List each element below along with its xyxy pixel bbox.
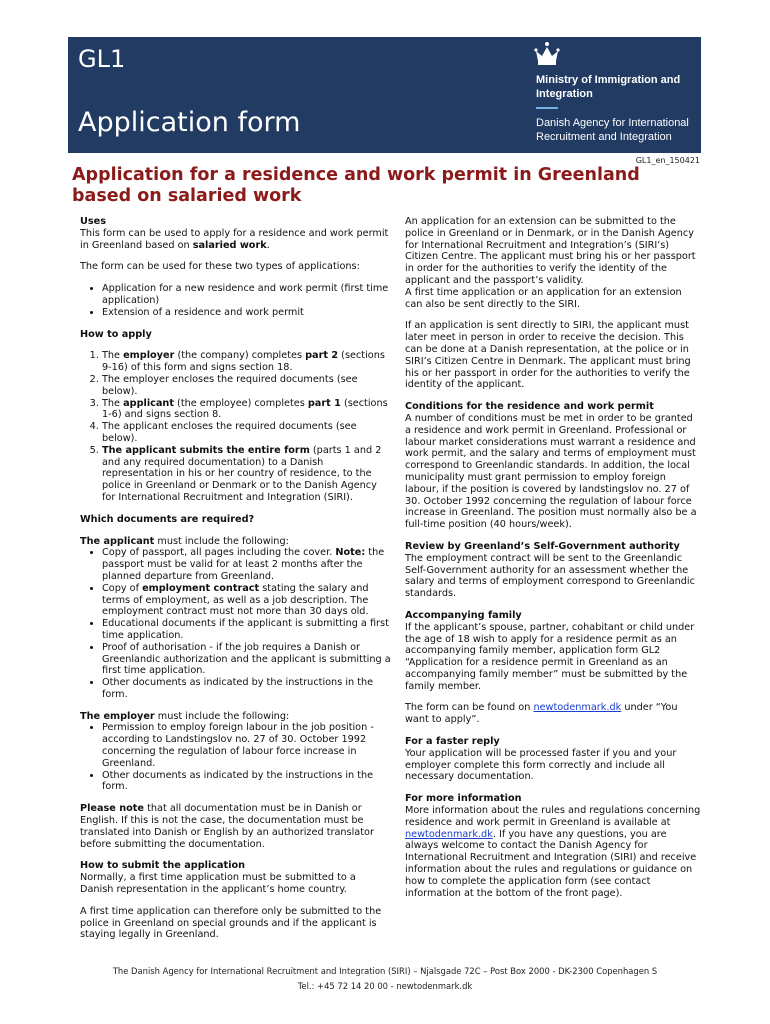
- header-banner: [68, 37, 701, 153]
- faster-reply-paragraph: Your application will be processed faster if you and your employer complete this form correctly and include all necessary documentation.: [405, 747, 677, 783]
- list-item: 2. The employer encloses the required documents (see below).: [102, 374, 392, 398]
- submit-heading: How to submit the application: [80, 860, 246, 872]
- list-item: 3. The applicant (the employee) completes part 1 (sections 1-6) and signs section 8.: [102, 398, 392, 422]
- list-item: • Other documents as indicated by the instructions in the form.: [102, 770, 392, 794]
- header-divider: [536, 107, 558, 109]
- list-item: • Other documents as indicated by the instructions in the form.: [102, 677, 392, 701]
- form-location-paragraph: The form can be found on newtodenmark.dk under “You want to apply”.: [405, 702, 678, 726]
- siri-paragraph: If an application is sent directly to SIRI, the applicant must later meet in person in order to receive the decision. This can be done at a Danish representation, at the police or in SIRI’s Citizen Centre in Denmark. The applicant must bring his or her passport in order for the authorities to verify the identity of the applicant.: [405, 320, 691, 391]
- faster-reply-heading: For a faster reply: [405, 736, 500, 748]
- submit-paragraph-1: Normally, a first time application must be submitted to a Danish representation in the applicant’s home country.: [80, 872, 356, 896]
- conditions-paragraph: A number of conditions must be met in order to be granted a residence and work permit in Greenland. Professional or labour market considerations must warrant a residence and work permit, and the salary and terms of employment must correspond to Greenlandic standards. In addition, the local municipality must grant permission to employ foreign labour, if the position is covered by landstingslov no. 27 of 30. October 1992 concerning the regulation of labour force increase in Greenland. The position must normally also be a full-time position (40 hours/week).: [405, 412, 697, 531]
- page-title: Application for a residence and work permit in Greenland based on salaried work: [72, 165, 640, 206]
- footer-address: The Danish Agency for International Recruitment and Integration (SIRI) – Njalsgade 72C – Post Box 2000 - DK-2300 Copenhagen S: [112, 966, 658, 976]
- uses-paragraph: This form can be used to apply for a residence and work permit in Greenland based on salaried work.: [80, 227, 389, 251]
- list-item: • Extension of a residence and work permit: [102, 307, 392, 319]
- agency-name: Danish Agency for International Recruitment and Integration: [536, 117, 689, 143]
- footer-contact: Tel.: +45 72 14 20 00 - newtodenmark.dk: [297, 981, 473, 991]
- list-item: • Educational documents if the applicant is submitting a first time application.: [102, 618, 392, 642]
- how-to-apply-heading: How to apply: [80, 328, 152, 340]
- family-heading: Accompanying family: [405, 609, 522, 621]
- list-item: • Permission to employ foreign labour in the job position - according to Landstingslov no. 27 of 30. October 1992 concerning the regulation of labour force increase in Greenland.: [102, 722, 392, 769]
- newtodenmark-link[interactable]: newtodenmark.dk: [533, 702, 622, 714]
- right-column: [405, 216, 701, 909]
- list-item: • Copy of passport, all pages including the cover. Note: the passport must be valid for at least 2 months after the planned departure from Greenland.: [102, 547, 392, 582]
- note-paragraph: Please note that all documentation must be in Danish or English. If this is not the case, the documentation must be translated into Danish or English by an authorized translator before submitting the documentation.: [80, 803, 374, 850]
- submit-paragraph-2: A first time application can therefore only be submitted to the police in Greenland on special grounds and if the applicant is staying legally in Greenland.: [80, 905, 382, 941]
- list-item: • Copy of employment contract stating the salary and terms of employment, as well as a job description. The employment contract must not more than 30 days old.: [102, 583, 392, 618]
- newtodenmark-link[interactable]: newtodenmark.dk: [405, 828, 493, 840]
- form-version-code: GL1_en_150421: [635, 156, 700, 165]
- review-heading: Review by Greenland’s Self-Government authority: [405, 540, 680, 552]
- applicant-docs-intro: The applicant must include the following:: [80, 535, 289, 547]
- list-item: 5. The applicant submits the entire form (parts 1 and 2 and any required documentation) to a Danish representation in his or her country of residence, to the police in Greenland or Denmark or to the Danish Agency for International Recruitment and Integration (SIRI).: [102, 445, 392, 504]
- application-types-list: [80, 283, 392, 318]
- review-paragraph: The employment contract will be sent to the Greenlandic Self-Government authority for an assessment whether the salary and terms of employment correspond to Greenlandic standards.: [405, 552, 695, 600]
- employer-docs-list: [80, 722, 392, 793]
- list-item: 4. The applicant encloses the required documents (see below).: [102, 421, 392, 445]
- extension-paragraph-2: A first time application or an application for an extension can also be sent directly to the SIRI.: [405, 286, 682, 310]
- ministry-name: Ministry of Immigration and Integration: [536, 74, 681, 100]
- applicant-docs-list: [80, 547, 392, 700]
- employer-docs-intro: The employer must include the following:: [80, 710, 290, 722]
- conditions-heading: Conditions for the residence and work permit: [405, 401, 654, 413]
- left-column: [80, 216, 392, 951]
- types-intro: The form can be used for these two types of applications:: [80, 261, 360, 273]
- uses-heading: Uses: [80, 216, 106, 227]
- documents-heading: Which documents are required?: [80, 513, 255, 525]
- list-item: • Proof of authorisation - if the job requires a Danish or Greenlandic authorization and the applicant is submitting a first time application.: [102, 642, 392, 677]
- crown-icon: [532, 41, 562, 69]
- list-item: • Application for a new residence and work permit (first time application): [102, 283, 392, 307]
- application-form-heading: Application form: [78, 107, 301, 138]
- list-item: 1. The employer (the company) completes part 2 (sections 9-16) of this form and signs section 18.: [102, 350, 392, 374]
- more-info-heading: For more information: [405, 793, 522, 805]
- family-paragraph: If the applicant’s spouse, partner, cohabitant or child under the age of 18 wish to apply for a residence permit as an accompanying family member, application form GL2 “Application for a residence permit in Greenland as an accompanying family member” must be submitted by the family member.: [405, 621, 695, 692]
- extension-paragraph-1: An application for an extension can be submitted to the police in Greenland or in Denmark, or in the Danish Agency for International Recruitment and Integration’s (SIRI’s) Citizen Centre. The applicant must bring his or her passport in order for the authorities to verify the identity of the applicant and the passport’s validity.: [405, 216, 696, 286]
- steps-list: [80, 350, 392, 503]
- form-code-heading: GL1: [78, 45, 126, 73]
- more-info-paragraph: More information about the rules and regulations concerning residence and work permit in Greenland is available at newtodenmark.dk. If you have any questions, you are always welcome to contact the Danish Agency for International Recruitment and Integration (SIRI) and receive information about the rules and regulations or guidance on how to complete the application form (see contact information at the bottom of the front page).: [405, 805, 701, 899]
